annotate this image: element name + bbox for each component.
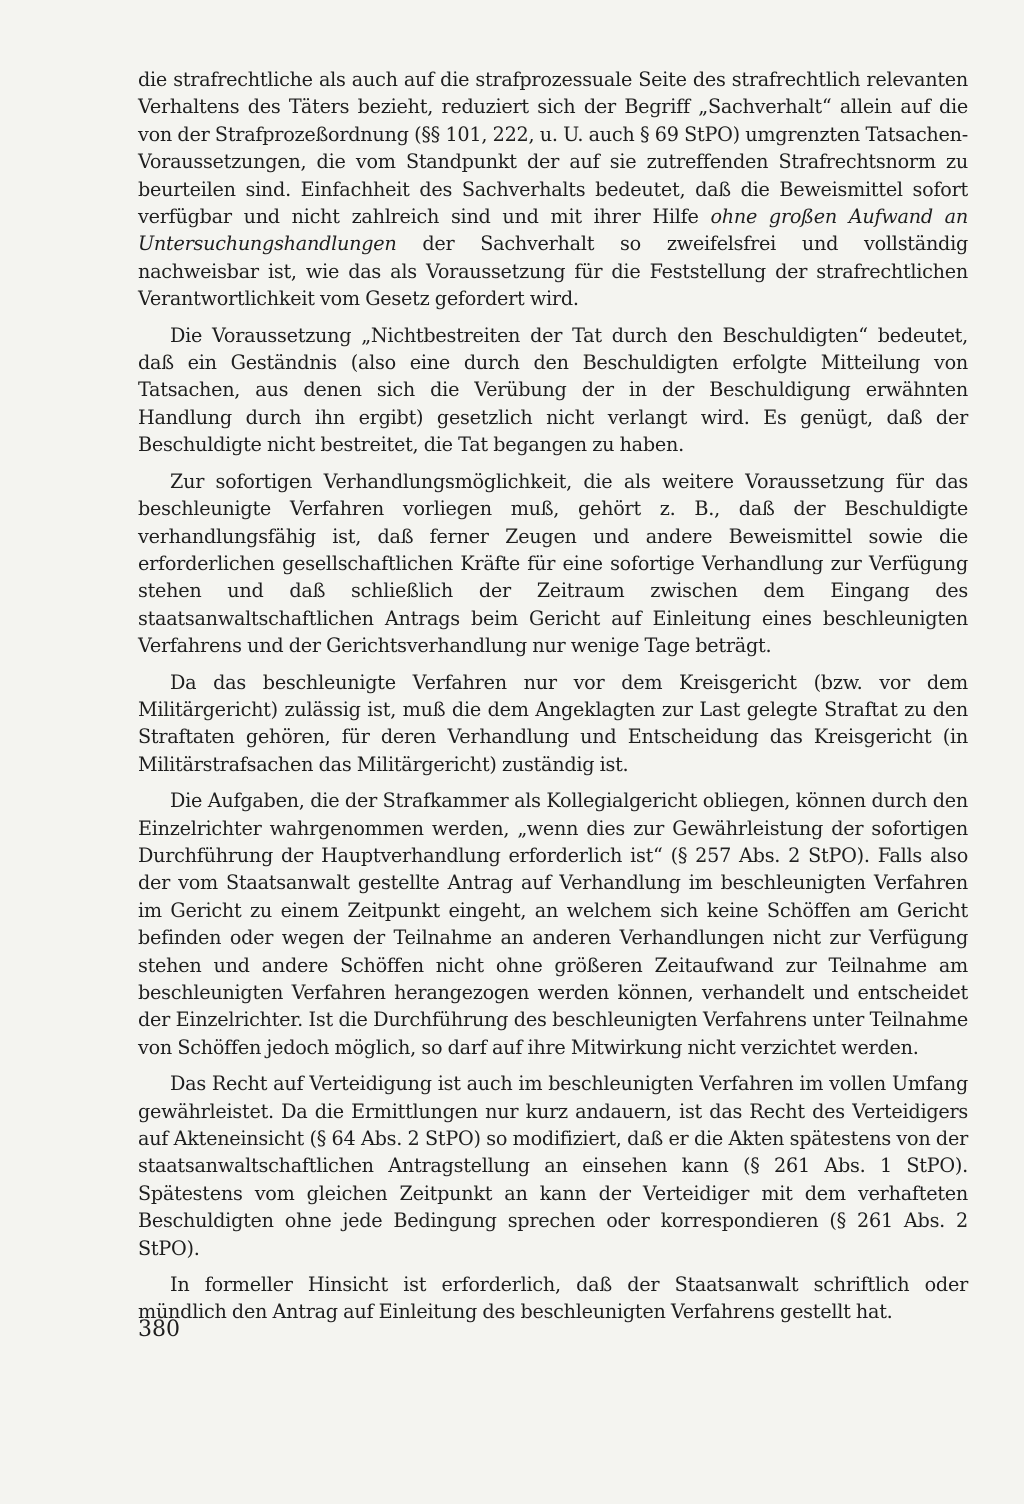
page-number: 380 xyxy=(138,1317,180,1342)
paragraph-1-italic-phrase: ohne großen Aufwand an Untersuchungshandlungen xyxy=(138,205,968,256)
paragraph-7-text: In formeller Hinsicht ist erforderlich, daß der Staatsanwalt schriftlich oder mündlich den Antrag auf Einleitung des beschleunigten Verfahrens gestellt hat. xyxy=(138,1273,968,1324)
page-body xyxy=(138,66,968,1335)
paragraph-6 xyxy=(138,1070,968,1262)
paragraph-1-text-b: der Sachverhalt so zweifelsfrei und vollständig nachweisbar ist, wie das als Voraussetzung für die Feststellung der strafrechtlichen Verantwortlichkeit vom Gesetz gefordert wird. xyxy=(138,232,968,311)
paragraph-7 xyxy=(138,1271,968,1326)
paragraph-2 xyxy=(138,322,968,459)
paragraph-1 xyxy=(138,66,968,313)
paragraph-5 xyxy=(138,787,968,1061)
paragraph-1-text-a: die strafrechtliche als auch auf die strafprozessuale Seite des strafrechtlich relevanten Verhaltens des Täters bezieht, reduziert sich der Begriff „Sachverhalt“ allein auf die von der Strafprozeßordnung (§§ 101, 222, u. U. auch § 69 StPO) umgrenzten Tatsachen-Voraussetzungen, die vom Standpunkt der auf sie zutreffenden Strafrechtsnorm zu beurteilen sind. Einfachheit des Sachverhalts bedeutet, daß die Beweismittel sofort verfügbar und nicht zahlreich sind und mit ihrer Hilfe xyxy=(138,68,968,229)
paragraph-5-text: Die Aufgaben, die der Strafkammer als Kollegialgericht obliegen, können durch den Einzelrichter wahrgenommen werden, „wenn dies zur Gewährleistung der sofortigen Durchführung der Hauptverhandlung erforderlich ist“ (§ 257 Abs. 2 StPO). Falls also der vom Staatsanwalt gestellte Antrag auf Verhandlung im beschleunigten Verfahren im Gericht zu einem Zeitpunkt eingeht, an welchem sich keine Schöffen am Gericht befinden oder wegen der Teilnahme an anderen Verhandlungen nicht zur Verfügung stehen und andere Schöffen nicht ohne größeren Zeitaufwand zur Teilnahme am beschleunigten Verfahren herangezogen werden können, verhandelt und entscheidet der Einzelrichter. Ist die Durchführung des beschleunigten Verfahrens unter Teilnahme von Schöffen jedoch möglich, so darf auf ihre Mitwirkung nicht verzichtet werden. xyxy=(138,789,968,1059)
paragraph-3-text: Zur sofortigen Verhandlungsmöglichkeit, die als weitere Voraussetzung für das beschleunigte Verfahren vorliegen muß, gehört z. B., daß der Beschuldigte verhandlungsfähig ist, daß ferner Zeugen und andere Beweismittel sowie die erforderlichen gesellschaftlichen Kräfte für eine sofortige Verhandlung zur Verfügung stehen und daß schließlich der Zeitraum zwischen dem Eingang des staatsanwaltschaftlichen Antrags beim Gericht auf Einleitung eines beschleunigten Verfahrens und der Gerichtsverhandlung nur wenige Tage beträgt. xyxy=(138,469,968,658)
paragraph-3 xyxy=(138,468,968,660)
paragraph-4-text: Da das beschleunigte Verfahren nur vor dem Kreisgericht (bzw. vor dem Militärgericht) zulässig ist, muß die dem Angeklagten zur Last gelegte Straftat zu den Straftaten gehören, für deren Verhandlung und Entscheidung das Kreisgericht (in Militärstrafsachen das Militärgericht) zuständig ist. xyxy=(138,670,968,776)
paragraph-2-text: Die Voraussetzung „Nichtbestreiten der Tat durch den Beschuldigten“ bedeutet, daß ein Geständnis (also eine durch den Beschuldigten erfolgte Mitteilung von Tatsachen, aus denen sich die Verübung der in der Beschuldigung erwähnten Handlung durch ihn ergibt) gesetzlich nicht verlangt wird. Es genügt, daß der Beschuldigte nicht bestreitet, die Tat begangen zu haben. xyxy=(138,323,968,457)
paragraph-4 xyxy=(138,669,968,779)
paragraph-6-text: Das Recht auf Verteidigung ist auch im beschleunigten Verfahren im vollen Umfang gewährleistet. Da die Ermittlungen nur kurz andauern, ist das Recht des Verteidigers auf Akteneinsicht (§ 64 Abs. 2 StPO) so modifiziert, daß er die Akten spätestens von der staatsanwaltschaftlichen Antragstellung an einsehen kann (§ 261 Abs. 1 StPO). Spätestens vom gleichen Zeitpunkt an kann der Verteidiger mit dem verhafteten Beschuldigten ohne jede Bedingung sprechen oder korrespondieren (§ 261 Abs. 2 StPO). xyxy=(138,1072,968,1260)
